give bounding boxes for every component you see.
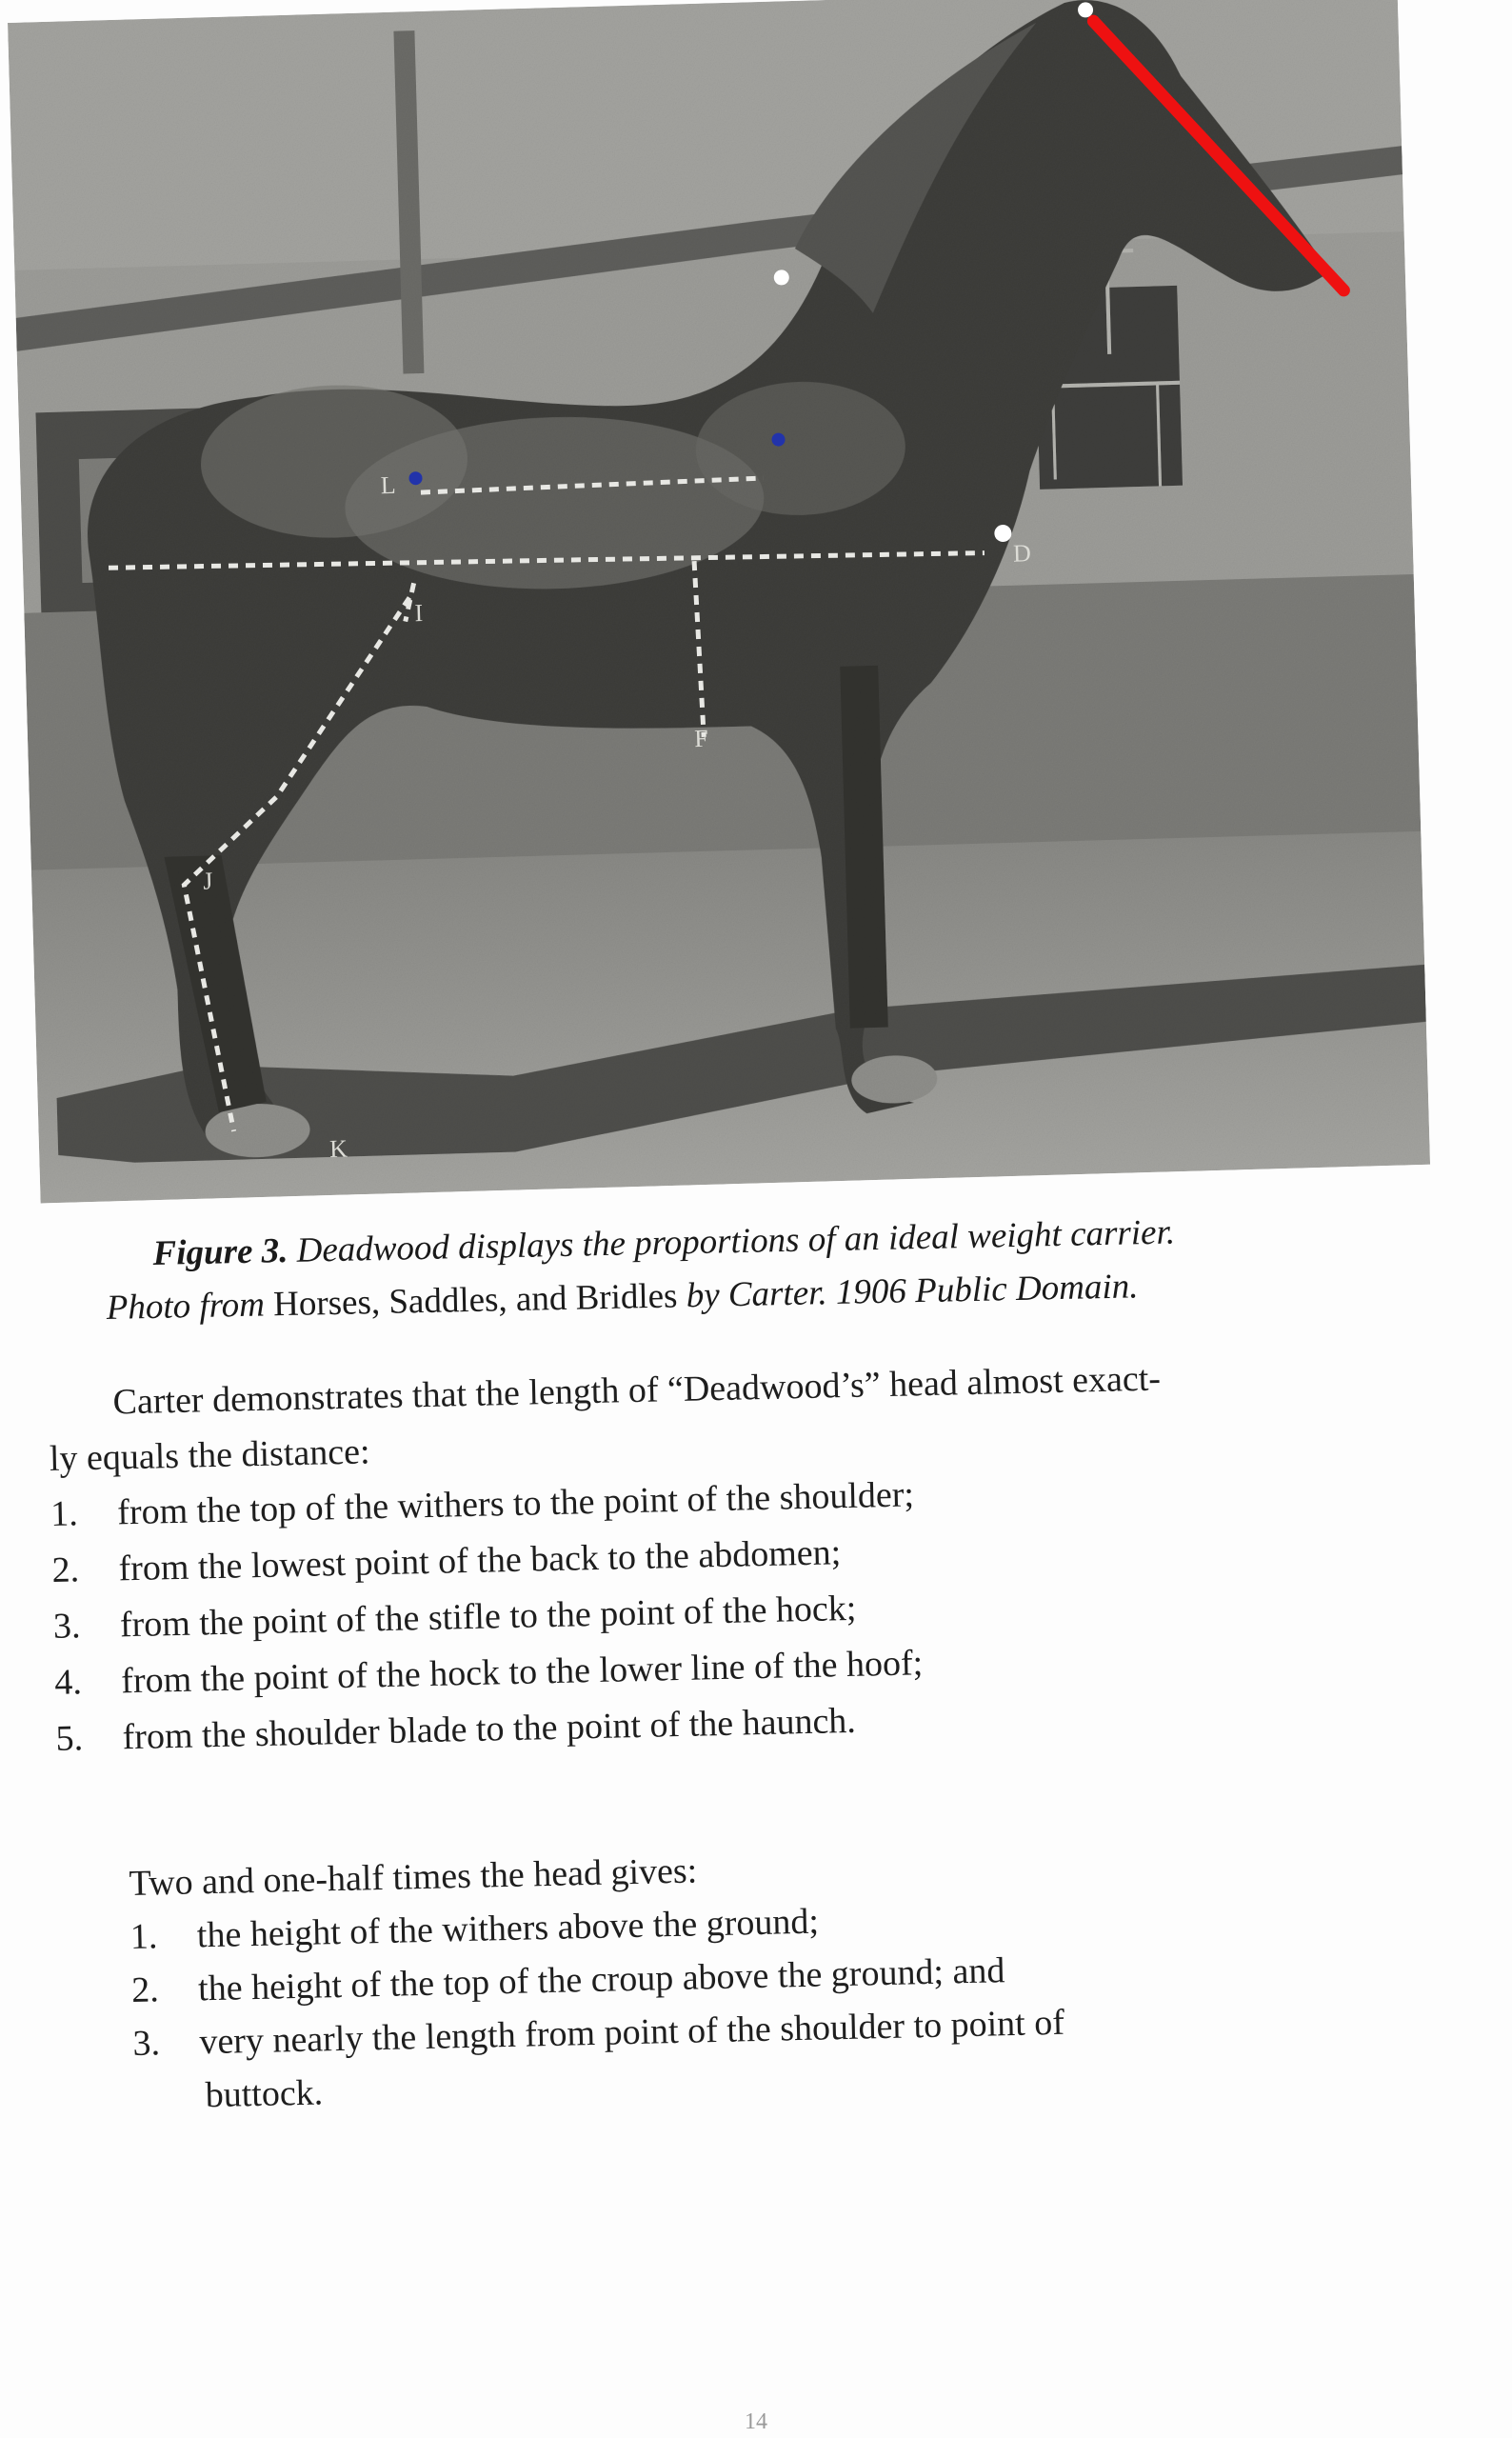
list-item: 3. very nearly the length from point of the shoulder to point of [131,2002,1065,2064]
svg-text:F: F [693,724,709,753]
list-item: 1. from the top of the withers to the point of the shoulder; [50,1474,915,1534]
second-paragraph: Two and one-half times the head gives: 1. the height of the withers above the ground; 2. the height of the top of the croup above the ground; and 3. very nearly the length from point of the shoulder to point of buttock. [129,1829,1372,2124]
figure-label: Figure 3. [152,1230,288,1273]
svg-text:D: D [1012,539,1032,568]
book-title: Horses, Saddles, and Bridles [272,1276,678,1325]
svg-text:J: J [202,867,213,895]
body-paragraph: Carter demonstrates that the length of “Deadwood’s” head almost exact- ly equals the distance: 1. from the top of the withers to the point of the shoulder; 2. from the lowest point of the back to the abdomen; 3. from the point of the stifle to the point of the hock; 4. from the point of the hock to the lower line of the hoof; 5. from the shoulder blade to the point of the haunch. [48,1345,1427,1768]
head-equals-distance-list [50,1455,1427,1768]
two-and-half-heads-list [129,1882,1370,2069]
list-item: 3. from the point of the stifle to the point of the hock; [52,1588,857,1647]
page-number: 14 [745,2409,767,2434]
figure-photo [8,0,1430,1204]
horse-photo-illustration [8,0,1430,1204]
svg-text:K: K [328,1134,348,1164]
svg-text:L: L [380,470,397,500]
list-item: 5. from the shoulder blade to the point of the haunch. [55,1700,857,1759]
list-item: 1. the height of the withers above the ground; [129,1901,820,1957]
svg-text:I: I [414,599,424,628]
list-item: 2. the height of the top of the croup above the ground; and [130,1950,1005,2010]
figure-caption: Figure 3. Deadwood displays the proportions of an ideal weight carrier. Photo from Horses, Saddles, and Bridles by Carter. 1906 Public Domain. [106,1212,1176,1328]
list-item: 4. from the point of the hock to the lower line of the hoof; [53,1643,924,1703]
list-item: 2. from the lowest point of the back to the abdomen; [51,1532,842,1590]
